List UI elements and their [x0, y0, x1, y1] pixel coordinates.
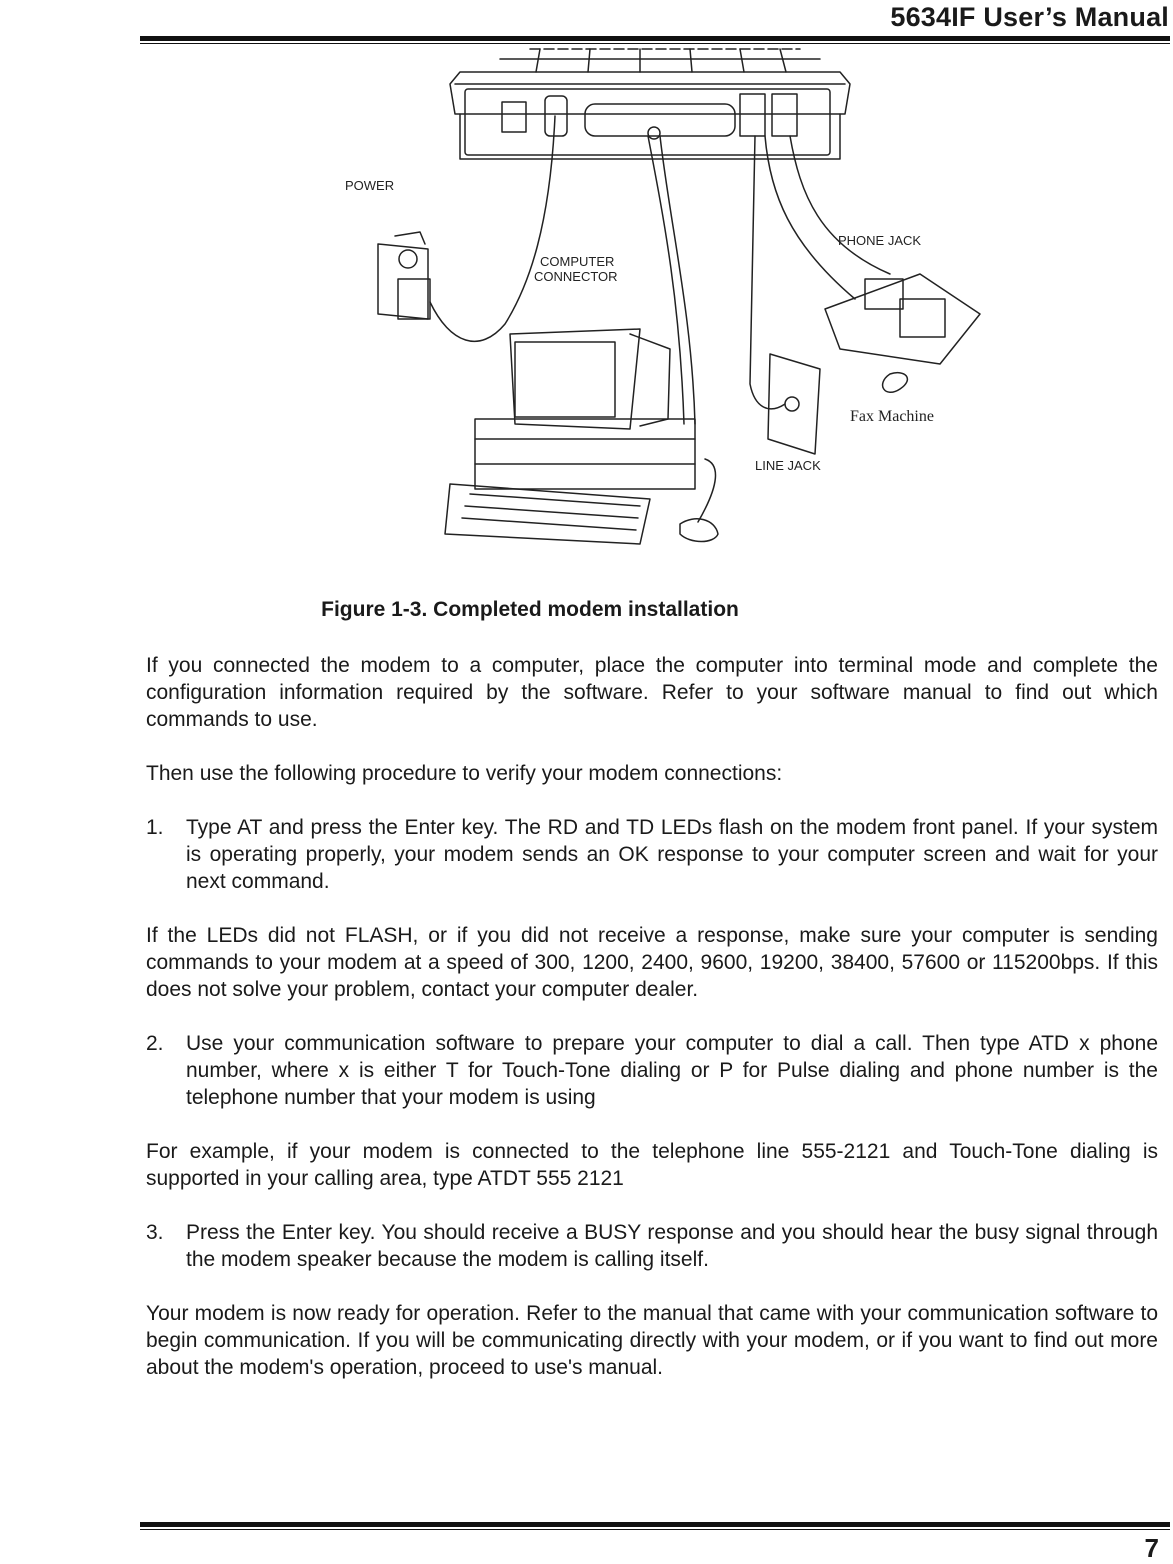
power-adapter-illustration [378, 116, 555, 341]
paragraph: If the LEDs did not FLASH, or if you did not receive a response, make sure your computer is sending commands to your modem at a speed of 300, 1200, 2400, 9600, 19200, 38400, 57600 or 115200bps. If this does not solve your problem, contact your computer dealer. [146, 924, 1158, 1001]
computer-connector-label-line2: CONNECTOR [534, 269, 618, 284]
installation-figure [300, 44, 1000, 554]
list-number: 1. [146, 816, 164, 839]
list-number: 3. [146, 1221, 164, 1244]
paragraph: Then use the following procedure to verify your modem connections: [146, 762, 783, 785]
phone-jack-label: PHONE JACK [838, 233, 922, 248]
computer-illustration [445, 136, 718, 544]
figure-caption: Figure 1-3. Completed modem installation [321, 598, 739, 621]
list-text: Press the Enter key. You should receive a BUSY response and you should hear the busy signal through the modem speaker because the modem is calling itself. [186, 1221, 1158, 1271]
fax-machine-illustration [765, 136, 980, 392]
power-label: POWER [345, 178, 395, 193]
page-header-title: 5634IF User’s Manual [890, 2, 1169, 32]
computer-connector-label-line1: COMPUTER [540, 254, 615, 269]
list-text: Use your communication software to prepare your computer to dial a call. Then type ATD x phone number, where x is either T for Touch-Tone dialing or P for Pulse dialing and phone number is the telephone number that your modem is using [186, 1032, 1158, 1109]
list-item [146, 814, 1158, 895]
footer-rule [140, 1522, 1170, 1527]
page-number: 7 [1144, 1533, 1159, 1563]
list-number: 2. [146, 1032, 164, 1055]
paragraph: Your modem is now ready for operation. Refer to the manual that came with your communication software to begin communication. If you will be communicating directly with your modem, or if you want to find out more about the modem's operation, proceed to use's manual. [146, 1302, 1158, 1379]
fax-machine-label: Fax Machine [850, 408, 934, 425]
line-jack-illustration [750, 136, 820, 454]
body-text [146, 652, 1158, 1408]
header-rule [140, 36, 1170, 41]
list-item [146, 1030, 1158, 1111]
paragraph: If you connected the modem to a computer, place the computer into terminal mode and complete the configuration information required by the software. Refer to your software manual to find out which commands to use. [146, 654, 1158, 731]
list-item [146, 1219, 1158, 1273]
list-text: Type AT and press the Enter key. The RD and TD LEDs flash on the modem front panel. If your system is operating properly, your modem sends an OK response to your computer screen and wait for your next command. [186, 816, 1158, 893]
line-jack-label: LINE JACK [755, 458, 821, 473]
footer-rule-thin [140, 1529, 1170, 1530]
paragraph: For example, if your modem is connected to the telephone line 555-2121 and Touch-Tone dialing is supported in your calling area, type ATDT 555 2121 [146, 1140, 1158, 1190]
